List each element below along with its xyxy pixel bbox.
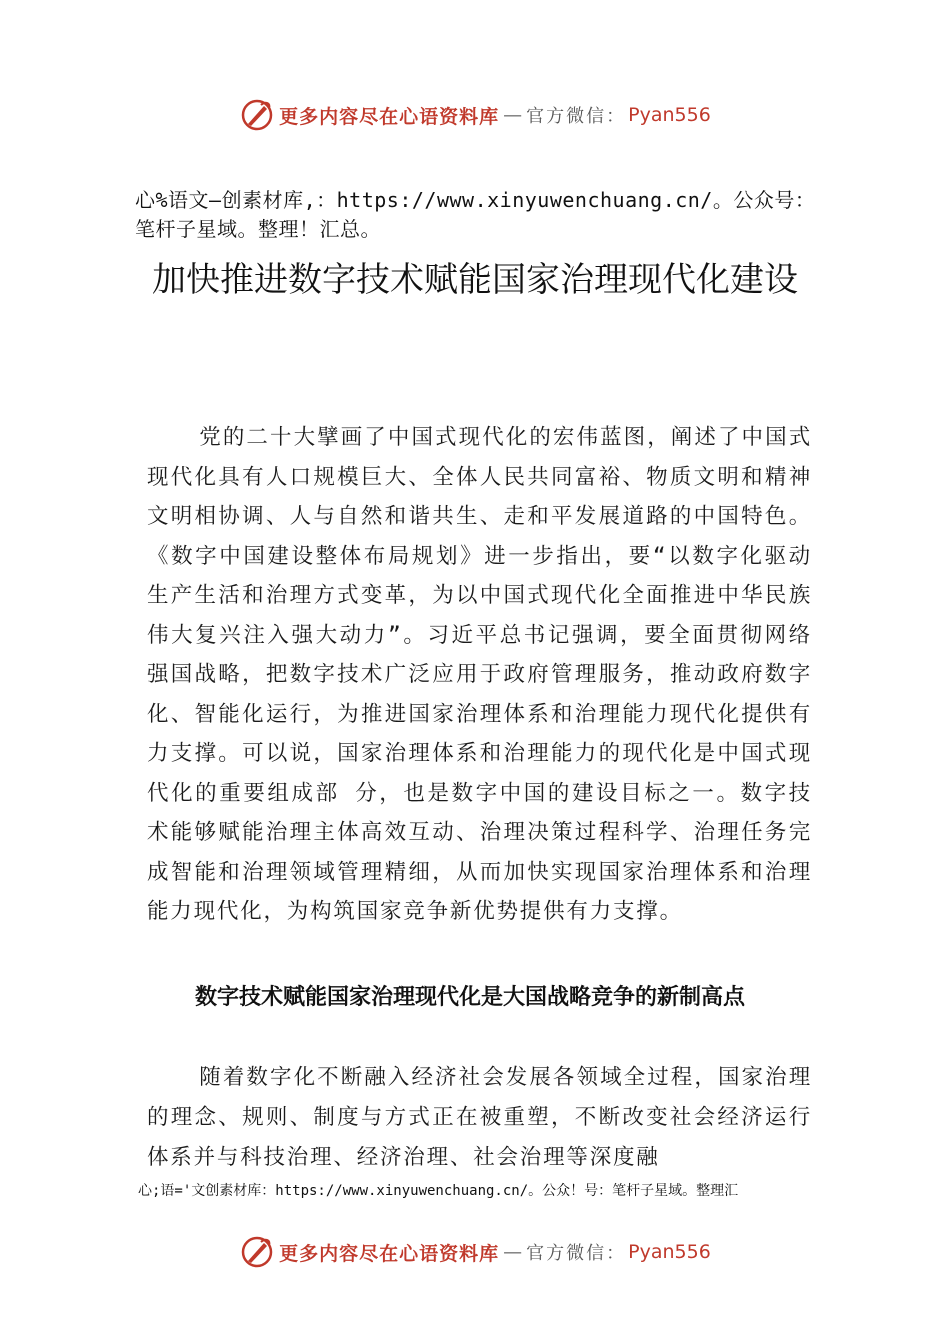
paragraph-1 [147,418,812,932]
pen-logo-icon [239,1234,275,1270]
footer-banner-brand: 更多内容尽在心语资料库 [279,1242,500,1265]
footer-banner-handle: Pyan556 [628,1241,711,1263]
footer-banner-wechat-label: 官方微信： [526,1243,627,1264]
document-title: 加快推进数字技术赋能国家治理现代化建设 [152,260,798,300]
banner-dash: — [503,104,523,126]
paragraph-2 [147,1058,812,1178]
banner-wechat-label: 官方微信： [526,106,627,127]
banner-handle: Pyan556 [628,104,711,126]
header-banner [0,95,950,135]
section-heading-text: 数字技术赋能国家治理现代化是大国战略竞争的新制高点 [195,985,746,1010]
paragraph-2-text: 随着数字化不断融入经济社会发展各领域全过程，国家治理的理念、规则、制度与方式正在被重塑，不断改变社会经济运行体系并与科技治理、经济治理、社会治理等深度融 [147,1065,812,1170]
pen-logo-icon [239,97,275,133]
footer-banner [0,1232,950,1272]
paragraph-1-text: 党的二十大擘画了中国式现代化的宏伟蓝图，阐述了中国式现代化具有人口规模巨大、全体人民共同富裕、物质文明和精神文明相协调、人与自然和谐共生、走和平发展道路的中国特色。《数字中国建设整体布局规划》进一步指出，要“以数字化驱动生产生活和治理方式变革，为以中国式现代化全面推进中华民族伟大复兴注入强大动力”。习近平总书记强调，要全面贯彻网络强国战略，把数字技术广泛应用于政府管理服务，推动政府数字化、智能化运行，为推进国家治理体系和治理能力现代化提供有力支撑。可以说，国家治理体系和治理能力的现代化是中国式现代化的重要组成部 分，也是数字中国的建设目标之一。数字技术能够赋能治理主体高效互动、治理决策过程科学、治理任务完成智能和治理领域管理精细，从而加快实现国家治理体系和治理能力现代化，为构筑国家竞争新优势提供有力支撑。 [147,425,812,924]
banner-brand: 更多内容尽在心语资料库 [279,105,500,128]
footer-banner-dash: — [503,1241,523,1263]
footer-source-note: 心;语='文创素材库：https://www.xinyuwenchuang.cn/。公众！号：笔杆子星域。整理汇 [138,1183,739,1199]
section-heading [147,977,812,1019]
header-source-note: 心%语文—创素材库,：https://www.xinyuwenchuang.cn/。公众号：笔杆子星域。整理！汇总。 [135,188,816,241]
